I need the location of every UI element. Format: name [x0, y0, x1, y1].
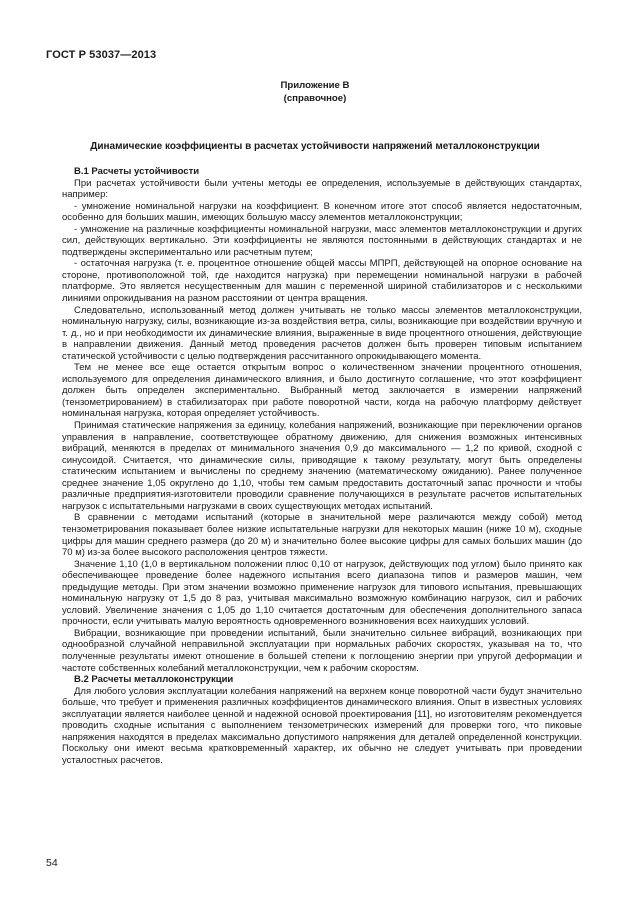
paragraph: Значение 1,10 (1,0 в вертикальном положении плюс 0,10 от нагрузок, действующих под углом) было принято как обеспечивающее проведение более надежного испытания всего диапазона типов и размеров машин, чем предыдущие методы. При этом значении возможно применение нагрузок для типового испытания, превышающих номинальную нагрузку от 1,5 до 8 раз, учитывая максимально возможную комбинацию нагрузок, сил и рабочих условий. Увеличение значения с 1,05 до 1,10 считается достаточным для обеспечения дополнительного запаса прочности, если учитывать малую вероятность одновременного возникновения всех наихудших условий. — [62, 558, 582, 628]
appendix-title: Динамические коэффициенты в расчетах устойчивости напряжений металлоконструкции — [90, 141, 540, 152]
paragraph: Следовательно, использованный метод должен учитывать не только массы элементов металлоконструкции, номинальную нагрузку, силы, возникающие из-за воздействия ветра, силы, возникающие при воздействии вручную и т. д., но и при необходимости их динамические влияния, выраженные в виде процентного отношения, действующие в направлении движения. Данный метод проведения расчетов должен быть проверен типовым испытанием статической устойчивости с целью подтверждения рассчитанного опрокидывающего момента. — [62, 304, 582, 362]
paragraph: Вибрации, возникающие при проведении испытаний, были значительно сильнее вибраций, возникающих при однообразной случайной неправильной эксплуатации при нормальных рабочих скоростях, указывая на то, что полученные результаты имеют отношение в большей степени к поглощению энергии при упругой деформации и частоте собственных колебаний металлоконструкции, чем к рабочим скоростям. — [62, 627, 582, 674]
paragraph: В сравнении с методами испытаний (которые в значительной мере различаются между собой) метод тензометрирования показывает более низкие испытательные нагрузки для некоторых машин (ниже 10 м), сходные цифры для машин среднего размера (до 20 м) и значительно более высокие цифры для самых больших машин (до 70 м) из-за более высокого расположения центров тяжести. — [62, 512, 582, 559]
appendix-label: Приложение В — [280, 80, 350, 91]
appendix-heading — [0, 80, 630, 105]
paragraph: - умножение на различные коэффициенты номинальной нагрузки, масс элементов металлоконструкции и других сил, действующих вертикально. Эти коэффициенты не являются постоянными в действующих стандартах и не подтверждены экспериментально или расчетным путем; — [62, 223, 582, 258]
paragraph: При расчетах устойчивости были учтены методы ее определения, используемые в действующих стандартах, например: — [62, 177, 582, 201]
paragraph: Принимая статические напряжения за единицу, колебания напряжений, возникающие при переключении органов управления в направление, соответствующее обратному движению, для снижения возможных интенсивных вибраций, меняются в пределах от минимального значения 0,9 до максимального — 1,2 по кривой, сходной с синусоидой. Считается, что динамические силы, приводящие к такому результату, могут быть определены статическим испытанием и вычислены по среднему значению (математическому ожиданию). Ранее полученное среднее значение 1,05 округлено до 1,10, чтобы тем самым предоставить достаточный запас прочности и чтобы различные предприятия-изготовители проводили сравнение получающихся в результате расчетов испытательных нагрузок с испытательными нагрузками в своих существующих методах испытаний. — [62, 420, 582, 512]
page-number: 54 — [46, 857, 58, 869]
paragraph: - остаточная нагрузка (т. е. процентное отношение общей массы МПРП, действующей на опорное основание на стороне, противоположной той, где находится нагрузка) при перемещении номинальной нагрузки в рабочей платформе. Это является несущественным для машин с переменной шириной стабилизаторов и с несколькими линиями опрокидывания на разном расстоянии от центра вращения. — [62, 258, 582, 305]
paragraph: - умножение номинальной нагрузки на коэффициент. В конечном итоге этот способ является недостаточным, особенно для больших машин, имеющих большую массу элементов металлоконструкции; — [62, 200, 582, 224]
section-heading: В.2 Расчеты металлоконструкции — [74, 674, 234, 686]
appendix-note: (справочное) — [283, 92, 347, 104]
body-text — [62, 166, 582, 766]
document-header: ГОСТ Р 53037—2013 — [46, 49, 157, 61]
paragraph: Тем не менее все еще остается открытым вопрос о количественном значении процентного отношения, используемого для определения динамического влияния, и было достигнуто соглашение, что этот коэффициент должен быть определен экспериментально. Выбранный метод заключается в измерении напряжений (тензометрированием) в стабилизаторах при работе поворотной части, когда на рабочую платформу действует номинальная нагрузка, которая определяет устойчивость. — [62, 362, 582, 420]
paragraph: Для любого условия эксплуатации колебания напряжений на верхнем конце поворотной части будут значительно больше, что требует и применения различных коэффициентов динамического влияния. Опыт в известных условиях эксплуатации является наиболее ценной и надежной основой проектирования [11], но изготовителям рекомендуется проводить сходные испытания с выполнением тензометрических измерений для проверки того, что пиковые напряжения находятся в пределах максимально допустимого напряжения для деталей определенной конструкции. Поскольку они имеют весьма кратковременный характер, их обычно не следует учитывать при проведении усталостных расчетов. — [62, 685, 582, 766]
section-heading: В.1 Расчеты устойчивости — [74, 166, 200, 177]
